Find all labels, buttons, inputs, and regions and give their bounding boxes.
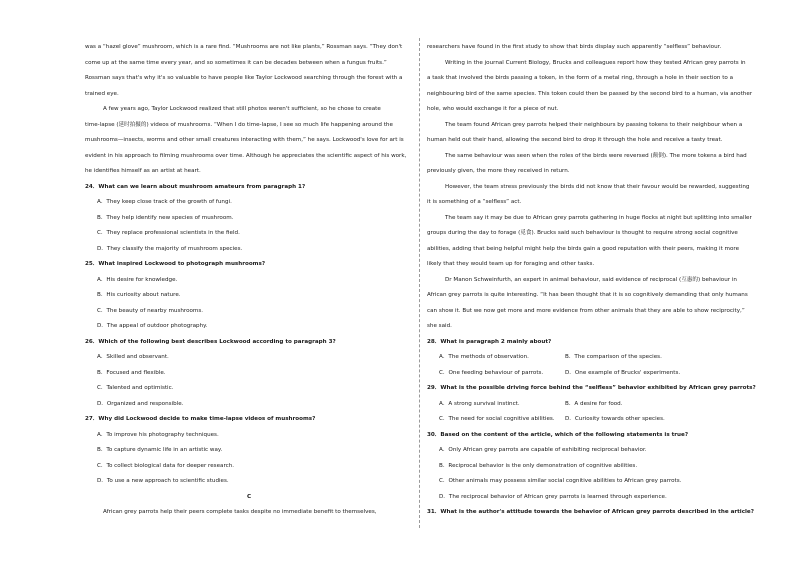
question-stem: 28．What is paragraph 2 mainly about? [427, 338, 552, 345]
question-stem: 24．What can we learn about mushroom amateurs from paragraph 1? [85, 183, 306, 190]
option-b: B．His curiosity about nature. [97, 292, 181, 298]
option-d: D．To use a new approach to scientific studies. [97, 478, 229, 484]
option-b: B．Reciprocal behavior is the only demonstration of cognitive abilities. [439, 462, 638, 469]
option-c: C．To collect biological data for deeper research. [97, 462, 235, 469]
option-c: C．One feeding behaviour of parrots. [439, 369, 544, 376]
option-c: C．They replace professional scientists in the field. [97, 230, 240, 236]
option-b: B．To capture dynamic life in an artistic way. [97, 447, 223, 453]
option-d: D．Curiosity towards other species. [565, 416, 665, 422]
column-divider [419, 38, 420, 528]
question-31 [427, 505, 757, 521]
section-heading-c: C [246, 493, 252, 500]
paragraph-journal: Writing in the journal Current Biology, Brucks and colleagues report how they tested African grey parrots in a task that involved the birds passing a token, in the form of a metal ring, through a hole in their section to a neighbouring bird of the same species. This token could then be passed by the second bird to a human, via another hole, who would exchange it for a piece of nut. [427, 59, 753, 112]
option-d: D．One example of Brucks' experiments. [565, 369, 681, 376]
question-stem: 26．Which of the following best describes Lockwood according to paragraph 3? [85, 338, 336, 345]
option-a: A．They keep close track of the growth of fungi. [97, 199, 232, 205]
paragraph-team-found: The team found African grey parrots helped their neighbours by passing tokens to their neighbour when a human held out their hand, allowing the second bird to drop it through the hole and receive a tasty treat. [427, 121, 743, 143]
paragraph-lockwood: A few years ago, Taylor Lockwood realized that still photos weren't sufficient, so he chose to create time-lapse (延时拍摄的) videos of mushrooms. “When I do time-lapse, I see so much life happening around the mushrooms—insects, worms and other small creatures interacting with them,” he says. Lockwood's love for art is evident in his approach to filming mushrooms over time. Although he appreciates the scientific aspect of his work, he identifies himself as an artist at heart. [85, 106, 407, 174]
option-row [427, 366, 757, 382]
option-a: A．A strong survival instinct. [439, 400, 520, 407]
option-c: C．Other animals may possess similar social cognitive abilities to African grey parrots. [439, 478, 682, 484]
option-a: A．To improve his photography techniques. [97, 431, 219, 438]
paragraph-parrots-intro: African grey parrots help their peers complete tasks despite no immediate benefit to themselves, [103, 509, 377, 515]
question-stem: 30．Based on the content of the article, which of the following statements is true? [427, 431, 689, 438]
option-b: B．They help identify new species of mushroom. [97, 214, 234, 221]
paragraph-same-behaviour: The same behaviour was seen when the roles of the birds were reversed (颠倒). The more tokens a bird had previously given, the more they received in return. [427, 152, 747, 174]
option-d: D．The reciprocal behavior of African grey parrots is learned through experience. [439, 493, 667, 500]
right-column [427, 40, 757, 521]
option-a: A．Only African grey parrots are capable of exhibiting reciprocal behavior. [439, 447, 647, 453]
option-b: B．The comparison of the species. [565, 354, 662, 360]
option-row [427, 350, 757, 366]
paragraph-manon: Dr Manon Schweinfurth, an expert in animal behaviour, said evidence of reciprocal (互惠的) behaviour in African grey parrots is quite interesting. “It has been thought that it is so cognitively demanding that only humans can show it. But we now get more and more evidence from other animals that they are able to show reciprocity,” she said. [427, 276, 748, 329]
option-a: A．His desire for knowledge. [97, 276, 178, 283]
question-29 [427, 381, 757, 428]
passage-c-continuation: researchers have found in the first study to show that birds display such apparently “selfless” behaviour. [427, 44, 722, 50]
option-d: D．The appeal of outdoor photography. [97, 323, 208, 329]
option-a: A．Skilled and observant. [97, 354, 169, 360]
question-stem: 31．What is the author's attitude towards the behavior of African grey parrots described in the article? [427, 509, 754, 515]
option-b: B．Focused and flexible. [97, 369, 166, 376]
paragraph-team-say: The team say it may be due to African grey parrots gathering in huge flocks at night but splitting into smaller groups during the day to forage (觅食). Brucks said such behaviour is thought to require strong social cognitive abilities, adding that being helpful might help the birds gain a good reputation with their peers, making it more likely that they would team up for foraging and other tasks. [427, 214, 752, 267]
passage-b-continuation: was a “hazel glove” mushroom, which is a rare find. “Mushrooms are not like plants,” Rossman says. “They don't come up at the same time every year, and so sometimes it can be decades between when a fungus fruits.” Rossman says that's why it's so valuable to have people like Taylor Lockwood searching through the forest with a trained eye. [85, 44, 403, 97]
question-30 [427, 428, 757, 506]
question-28 [427, 335, 757, 382]
question-27 [85, 412, 413, 490]
option-b: B．A desire for food. [565, 400, 623, 407]
paragraph-however: However, the team stress previously the birds did not know that their favour would be rewarded, suggesting it is something of a “selfless” act. [427, 183, 750, 205]
question-25 [85, 257, 413, 335]
option-c: C．Talented and optimistic. [97, 385, 174, 391]
question-26 [85, 335, 413, 413]
option-a: A．The methods of observation. [439, 354, 529, 360]
option-d: D．Organized and responsible. [97, 400, 184, 407]
option-row [427, 397, 757, 413]
question-stem: 25．What inspired Lockwood to photograph mushrooms? [85, 261, 266, 267]
question-stem: 29．What is the possible driving force behind the “selfless” behavior exhibited by African grey parrots? [427, 385, 756, 391]
option-c: C．The beauty of nearby mushrooms. [97, 307, 204, 314]
option-row [427, 412, 757, 428]
question-24 [85, 180, 413, 258]
question-stem: 27．Why did Lockwood decide to make time-lapse videos of mushrooms? [85, 416, 316, 422]
option-c: C．The need for social cognitive abilities. [439, 416, 555, 422]
left-column [85, 40, 413, 521]
option-d: D．They classify the majority of mushroom species. [97, 245, 243, 252]
